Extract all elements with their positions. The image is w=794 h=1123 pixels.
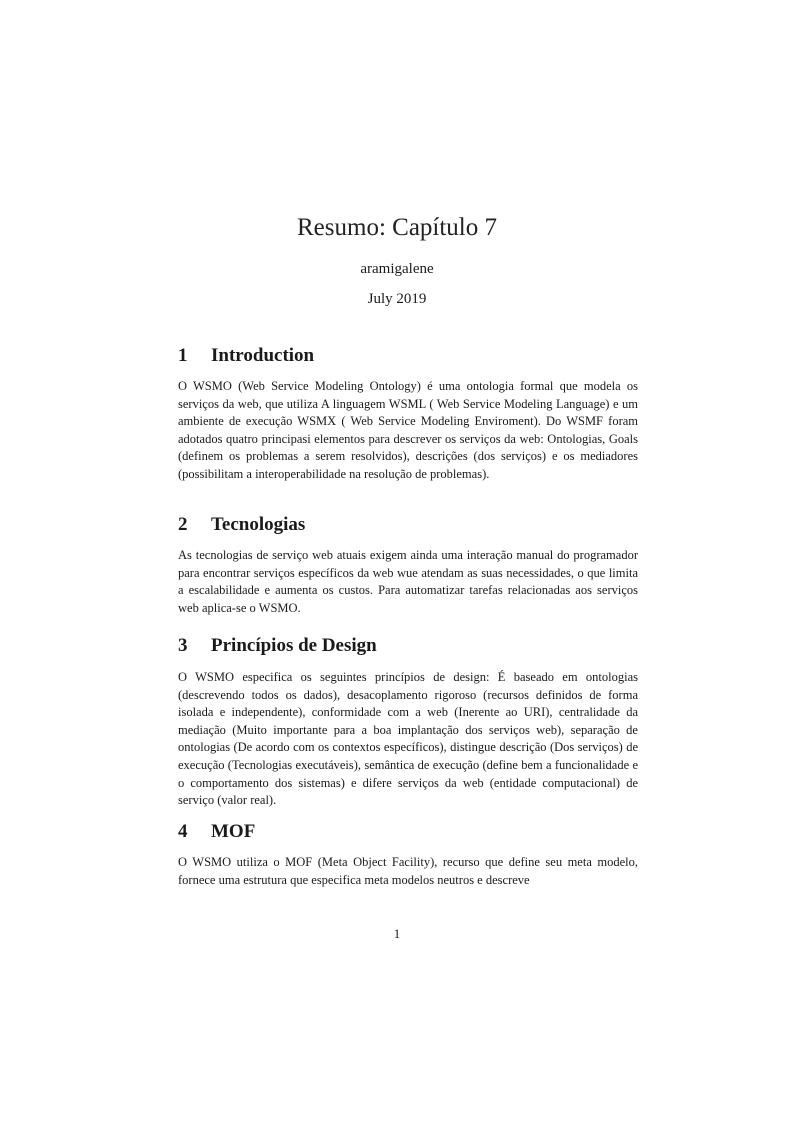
section-paragraph-introduction: O WSMO (Web Service Modeling Ontology) é uma ontologia formal que modela os serviços da web, que utiliza A linguagem WSML ( Web Service Modeling Language) e um ambiente de execução WSMX ( Web Service Modeling Enviroment). Do WSMF foram adotados quatro principasi elementos para descrever os serviços da web: Ontologias, Goals (definem os problemas a serem resolvidos), descrições (dos serviços) e os mediadores (possibilitam a interoperabilidade na resolução de problemas). bbox=[178, 379, 638, 481]
section-heading-introduction bbox=[178, 343, 648, 369]
section-number: 4 bbox=[178, 821, 188, 842]
section-paragraph-tecnologias: As tecnologias de serviço web atuais exigem ainda uma interação manual do programador para encontrar serviços específicos da web wue atendam as suas necessidades, o que limita a escalabilidade e aumenta os custos. Para automatizar tarefas relacionadas aos serviços web aplica-se o WSMO. bbox=[178, 548, 638, 615]
section-paragraph-principios-de-design: O WSMO especifica os seguintes princípios de design: É baseado em ontologias (descrevendo todos os dados), desacoplamento rigoroso (recursos definidos de forma isolada e independente), conformidade com a web (Inerente ao URI), centralidade da mediação (Muito importante para a boa implantação dos serviços web), separação de ontologias (De acordo com os contextos específicos), distingue descrição (Dos serviços) de execução (Tecnologias executáveis), semântica de execução (define bem a funcionalidade e o comportamento dos sistemas) e difere serviços da web (entidade computacional) de serviço (valor real). bbox=[178, 670, 638, 808]
section-number: 2 bbox=[178, 514, 188, 535]
section-title: Introduction bbox=[211, 345, 315, 366]
section-title: Tecnologias bbox=[211, 514, 306, 535]
document-title: Resumo: Capítulo 7 bbox=[297, 214, 497, 241]
section-title: Princípios de Design bbox=[211, 635, 377, 656]
page-number: 1 bbox=[393, 926, 401, 941]
section-paragraph-mof: O WSMO utiliza o MOF (Meta Object Facility), recurso que define seu meta modelo, fornece uma estrutura que especifica meta modelos neutros e descreve bbox=[178, 855, 638, 887]
section-heading-mof bbox=[178, 819, 648, 845]
section-heading-principios-de-design bbox=[178, 633, 648, 659]
section-heading-tecnologias bbox=[178, 512, 648, 538]
section-number: 3 bbox=[178, 635, 188, 656]
document-author: aramigalene bbox=[360, 261, 434, 277]
section-number: 1 bbox=[178, 345, 188, 366]
section-title: MOF bbox=[211, 821, 256, 842]
document-date: July 2019 bbox=[367, 291, 427, 307]
